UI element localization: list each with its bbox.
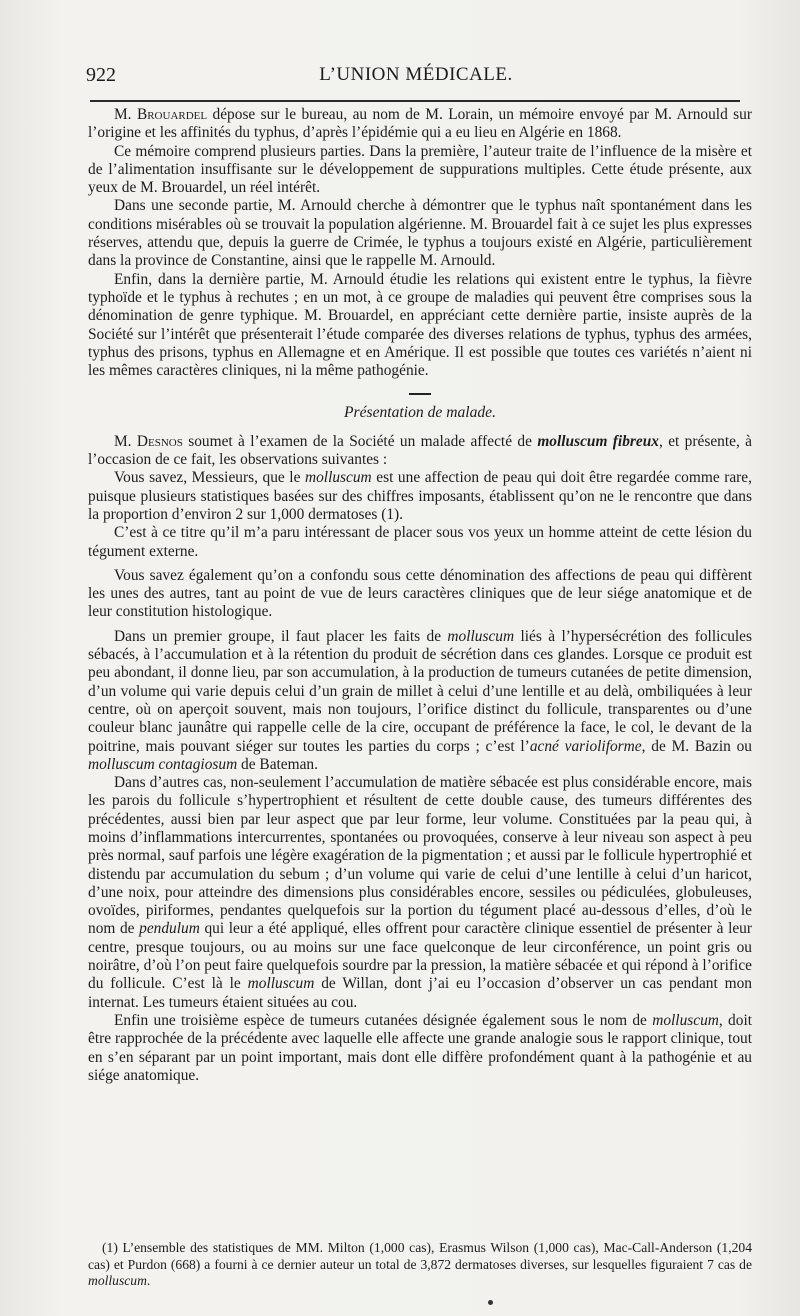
italic-term: pendulum	[139, 920, 200, 938]
italic-term: molluscum contagiosum	[88, 755, 238, 773]
section-separator	[409, 393, 431, 395]
paragraph-autres-cas	[88, 774, 752, 1012]
paragraph-troisieme-espece	[88, 1012, 752, 1085]
paragraph-text: liés à l’hypersécrétion des follicules sébacés, à l’accumulation et à la rétention du produit de sécrétion dans ces glandes. Lorsque ce produit est peu abondant, il donne lieu, par son accumulation, à la production de tumeurs cutanées de petite dimension, d’un volume qui varie depuis celui d’un grain de millet à celui d’une lentille et au delà, ombiliquées à leur centre, où on aperçoit souvent, mais non toujours, l’orifice distinct du follicule, transparentes ou d’une couleur blanc jaunâtre qui rappelle celle de la cire, occupant de préférence la face, le col, le devant de la poitrine, mais pouvant siéger sur toutes les parties du corps ; c’est l’	[88, 627, 752, 755]
italic-term: molluscum	[304, 469, 372, 487]
italic-term: molluscum fibreux	[537, 432, 659, 450]
paragraph-text: Enfin une troisième espèce de tumeurs cutanées désignée également sous le nom de	[114, 1011, 653, 1029]
speaker-name: M. Brouardel	[114, 106, 208, 123]
paragraph-derniere-partie: Enfin, dans la dernière partie, M. Arnould étudie les relations qui existent entre le typhus, la fièvre typhoïde et le typhus à rechutes ; en un mot, à ce groupe de maladies qui peuvent être comprises sous la dénomination de genre typhique. M. Brouardel, en appréciant cette dernière partie, insiste auprès de la Société sur l’intérêt que présenterait l’étude comparée des diverses relations de typhus, typhus des armées, typhus des prisons, typhus en Allemagne et en Amérique. Il est possible que toutes ces variétés n’aient ni les mêmes caractères cliniques, ni la même pathogénie.	[88, 270, 752, 380]
paragraph-premier-groupe	[88, 628, 752, 774]
italic-term: acné varioliforme	[529, 737, 642, 755]
paragraph-desnos	[88, 433, 752, 470]
running-title: L’UNION MÉDICALE.	[319, 64, 513, 85]
paragraph-cest-a-ce-titre: C’est à ce titre qu’il m’a paru intéressant de placer sous vos yeux un homme atteint de cette lésion du tégument externe.	[88, 524, 752, 560]
ink-dot	[488, 1300, 493, 1305]
paragraph-text: , de M. Bazin ou	[641, 737, 752, 755]
page-header	[86, 64, 746, 90]
paragraph-text: de Willan, dont j’ai eu l’occasion d’observer un cas pendant mon internat. Les tumeurs étaient situées au cou.	[88, 975, 752, 1011]
page-number: 922	[86, 64, 116, 86]
paragraph-vous-savez	[88, 469, 752, 524]
paragraph-text: est une affection de peau qui doit être regardée comme rare, puisque plusieurs statistiques basées sur des chiffres imposants, établissent qu’on ne le rencontre que dans la proportion d’environ 2 sur 1,000 dermatoses (1).	[88, 469, 752, 523]
paragraph-brouardel	[88, 106, 752, 143]
paragraph-text: dépose sur le bureau, au nom de M. Lorain, un mémoire envoyé par M. Arnould sur l’origine et les affinités du typhus, d’après l’épidémie qui a eu lieu en Algérie en 1868.	[88, 106, 752, 142]
paragraph-text: , et présente, à l’occasion de ce fait, les observations suivantes :	[88, 432, 752, 469]
paragraph-text: (1) L’ensemble des statistiques de MM. Milton (1,000 cas), Erasmus Wilson (1,000 cas), Mac-Call-Anderson (1,204 cas) et Purdon (668) a fourni à ce dernier auteur un total de 3,872 dermatoses diverses, sur lesquelles figuraient 7 cas de	[88, 1240, 752, 1272]
italic-term: molluscum	[652, 1011, 719, 1029]
paragraph-text: qui leur a été appliqué, elles offrent pour caractère clinique essentiel de présenter à leur centre, presque toujours, ou au moins sur une face quelconque de leur circonférence, un point gris ou noirâtre, d’où l’on peut faire quelquefois sourdre par la pression, la matière sébacée et qui répond à l’orifice du follicule. C’est là le	[88, 920, 752, 993]
footnote	[88, 1240, 752, 1290]
paragraph-egalement: Vous savez également qu’on a confondu sous cette dénomination des affections de peau qui diffèrent les unes des autres, tant au point de vue de leurs caractères cliniques que de leur siége anatomique et de leur constitution histologique.	[88, 566, 752, 621]
paragraph-text: de Bateman.	[237, 755, 318, 773]
paragraph-text: Dans un premier groupe, il faut placer les faits de	[114, 627, 448, 645]
italic-term: molluscum	[447, 627, 515, 645]
paragraph-text: Dans d’autres cas, non-seulement l’accumulation de matière sébacée est plus considérable encore, mais les parois du follicule s’hypertrophient et résultent de cette double cause, des tumeurs différentes des précédentes, aussi bien par leur aspect que par leur forme, leur volume. Constituées par la peau qui, à moins d’inflammations intercurrentes, spontanées ou provoquées, conserve à leur niveau son aspect à peu près normal, sauf parfois une légère exagération de la pigmentation ; et aussi par le follicule hypertrophié et distendu par accumulation du sebum ; d’un volume qui varie de celui d’une lentille à celui d’un haricot, d’une noix, pour atteindre des dimensions plus considérables encore, sessiles ou pédiculées, globuleuses, ovoïdes, piriformes, pendantes quelquefois sur la portion du tégument placé au-dessous d’elles, d’où le nom de	[88, 774, 752, 938]
paragraph-seconde-partie: Dans une seconde partie, M. Arnould cherche à démontrer que le typhus naît spontanément dans les conditions misérables où se trouvait la population algérienne. M. Brouardel fait à ce sujet les plus expresses réserves, attendu que, depuis la guerre de Crimée, le typhus a toujours existé en Algérie, particulièrement dans la province de Constantine, ainsi que le rappelle M. Arnould.	[88, 197, 752, 270]
section-heading: Présentation de malade.	[343, 404, 496, 422]
paragraph-text: .	[146, 1273, 151, 1288]
speaker-name: M. Desnos	[114, 432, 183, 450]
paragraph-text: soumet à l’examen de la Société un malade affecté de	[182, 432, 538, 450]
header-rule	[90, 100, 740, 102]
paragraph-memoire: Ce mémoire comprend plusieurs parties. Dans la première, l’auteur traite de l’influence de la misère et de l’alimentation insuffisante sur le développement de suppurations multiples. Cette étude présente, aux yeux de M. Brouardel, un réel intérêt.	[88, 142, 752, 197]
paragraph-text: , doit être rapprochée de la précédente avec laquelle elle affecte une grande analogie sous le rapport clinique, tout en s’en séparant par un point important, mais dont elle diffère profondément quant à la pathogénie et au siége anatomique.	[88, 1011, 753, 1084]
italic-term: molluscum	[88, 1273, 147, 1288]
paragraph-text: Vous savez, Messieurs, que le	[114, 469, 305, 487]
article-body	[88, 106, 752, 1085]
footnote-text	[88, 1240, 752, 1290]
italic-term: molluscum	[247, 975, 315, 993]
